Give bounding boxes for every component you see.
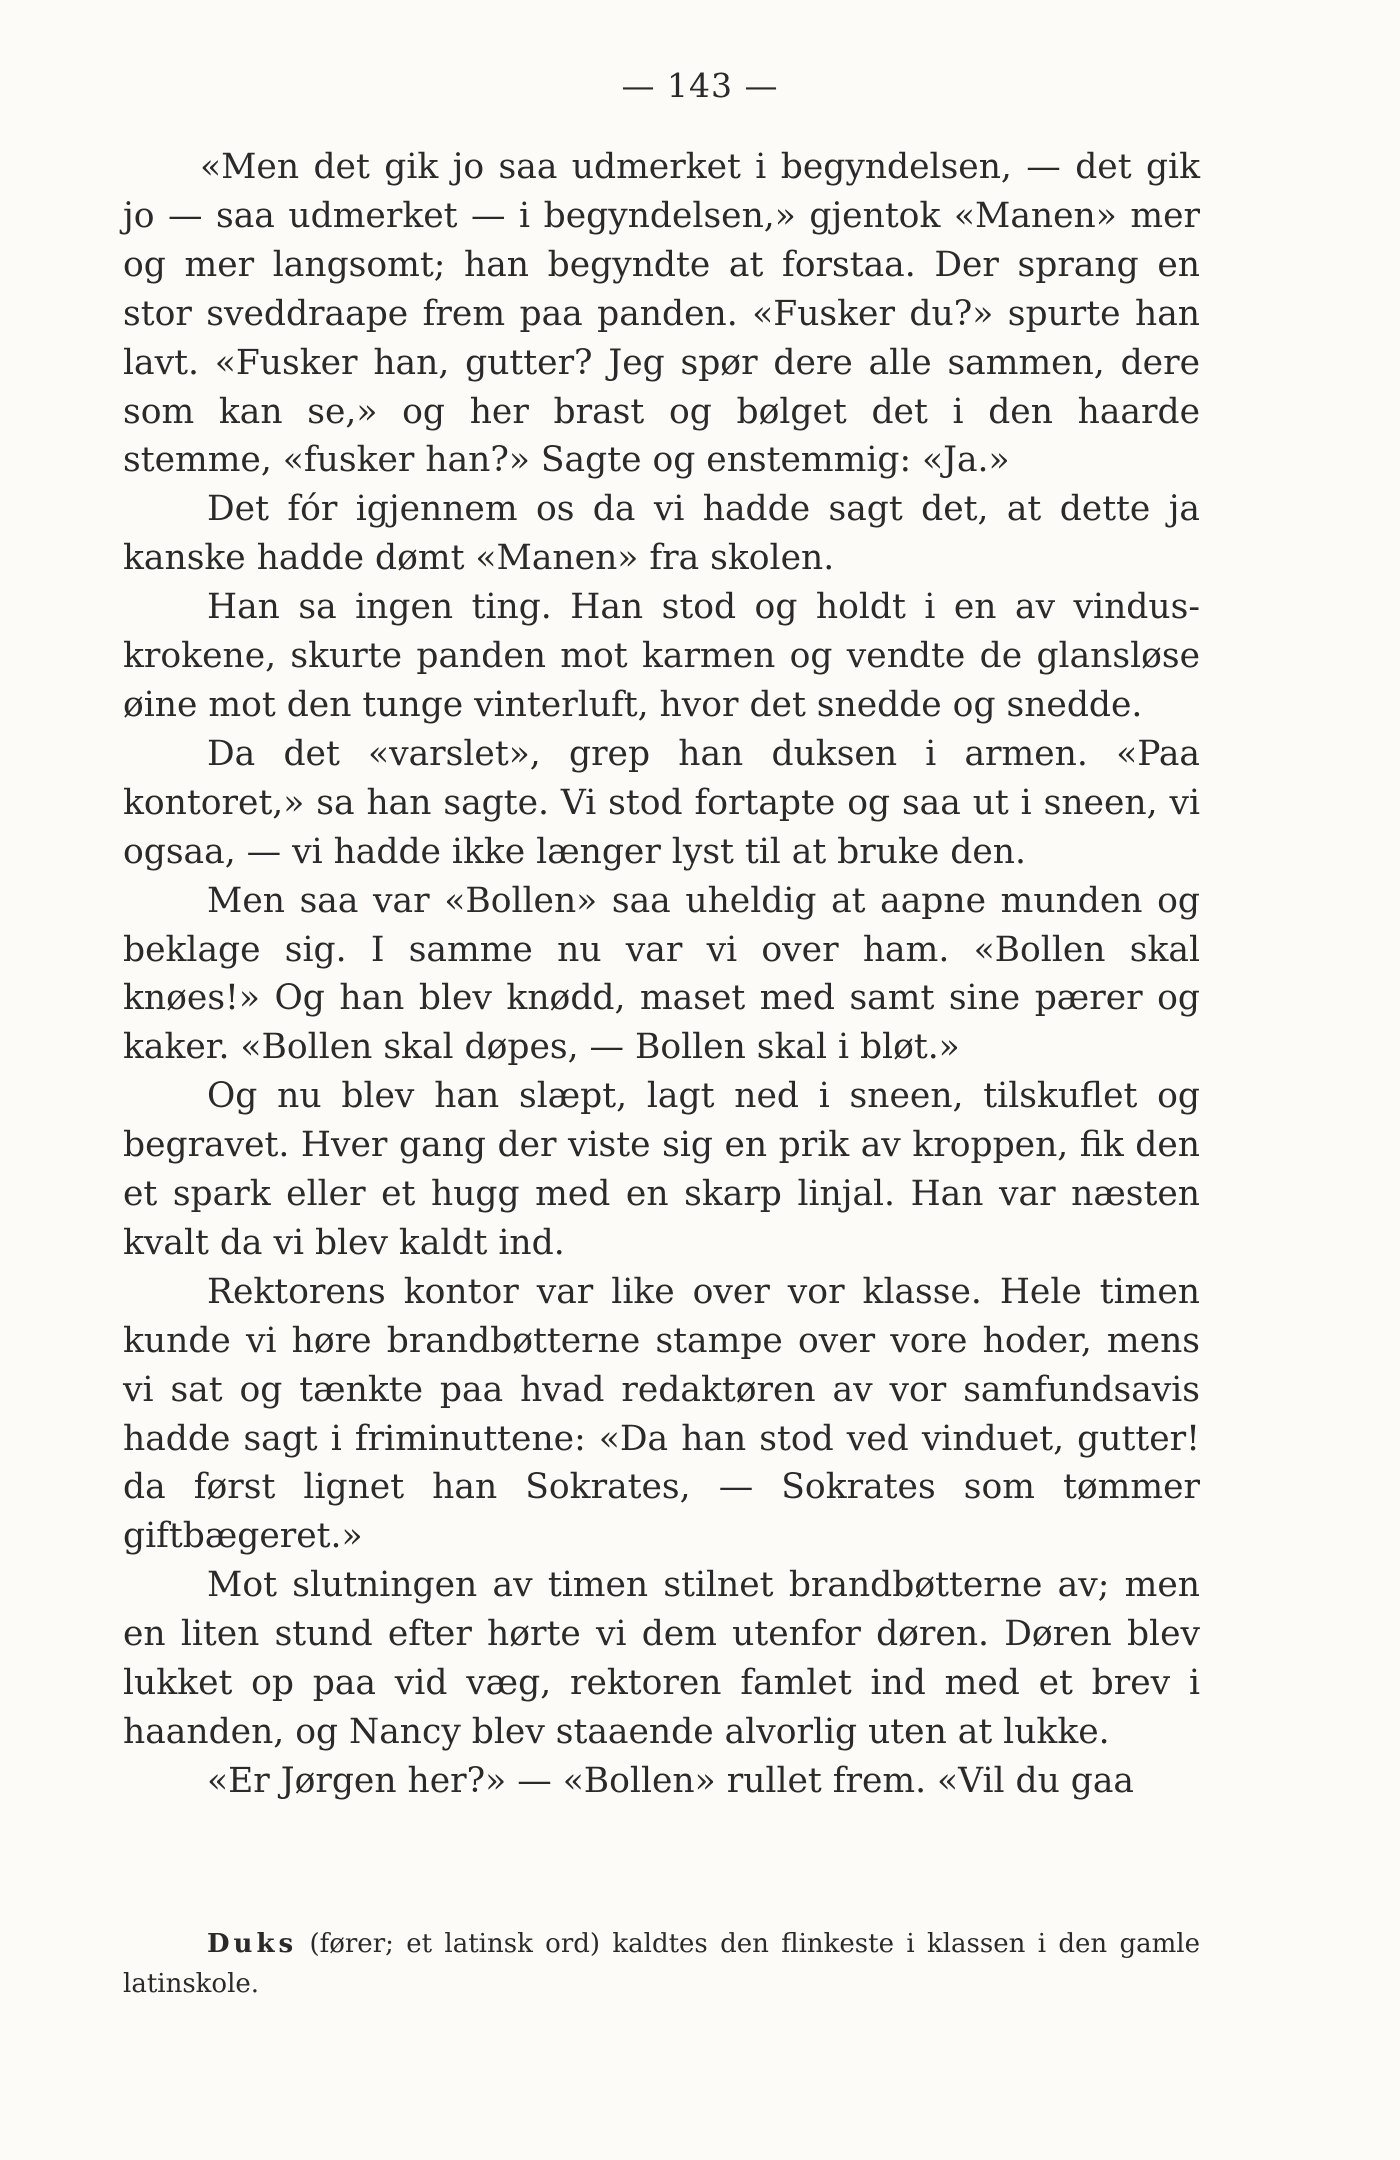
footnote-text: (fører; et latinsk ord) kaldtes den flinkeste i klassen i den gamle latinskole.: [123, 1929, 1200, 1999]
paragraph: Det fór igjennem os da vi hadde sagt det, at dette ja kanske hadde dømt «Manen» fra skolen.: [123, 489, 1200, 579]
paragraph: Men saa var «Bollen» saa uheldig at aapne munden og beklage sig. I samme nu var vi over ham. «Bollen skal knøes!» Og han blev knødd, maset med samt sine pærer og kaker. «Bollen skal døpes, — Bollen skal i bløt.»: [123, 880, 1200, 1068]
paragraph: Han sa ingen ting. Han stod og holdt i en av vinduskrokene, skurte panden mot karmen og vendte de glansløse øine mot den tunge vinterluft, hvor det snedde og snedde.: [123, 587, 1200, 725]
paragraph: Og nu blev han slæpt, lagt ned i sneen, tilskuflet og begravet. Hver gang der viste sig en prik av kroppen, fik den et spark eller et hugg med en skarp linjal. Han var næsten kvalt da vi blev kaldt ind.: [123, 1076, 1200, 1263]
paragraph: «Men det gik jo saa udmerket i begyndelsen, — det gik jo — saa udmerket — i begyndelsen,» gjentok «Manen» mer og mer langsomt; han begyndte at forstaa. Der sprang en stor sveddraape frem paa panden. «Fusker du?» spurte han lavt. «Fusker han, gutter? Jeg spør dere alle sammen, dere som kan se,» og her brast og bølget det i den haarde stemme, «fusker han?» Sagte og enstemmig: «Ja.»: [123, 147, 1200, 481]
footnote: [123, 1924, 1200, 2004]
page-number: — 143 —: [621, 66, 779, 105]
paragraph: Da det «varslet», grep han duksen i armen. «Paa kontoret,» sa han sagte. Vi stod fortapte og saa ut i sneen, vi ogsaa, — vi hadde ikke længer lyst til at bruke den.: [123, 733, 1200, 872]
paragraph: Mot slutningen av timen stilnet brandbøtterne av; men en liten stund efter hørte vi dem utenfor døren. Døren blev lukket op paa vid væg, rektoren famlet ind med et brev i haanden, og Nancy blev staaende alvorlig uten at lukke.: [123, 1565, 1200, 1752]
body-text: [123, 143, 1200, 1806]
paragraph: Rektorens kontor var like over vor klasse. Hele timen kunde vi høre brandbøtterne stampe over vore hoder, mens vi sat og tænkte paa hvad redaktøren av vor samfundsavis hadde sagt i friminuttene: «Da han stod ved vinduet, gutter! da først lignet han Sokrates, — Sokrates som tømmer giftbægeret.»: [123, 1271, 1200, 1557]
paragraph: «Er Jørgen her?» — «Bollen» rullet frem. «Vil du gaa: [207, 1760, 1135, 1801]
footnote-term: Duks: [207, 1929, 298, 1959]
